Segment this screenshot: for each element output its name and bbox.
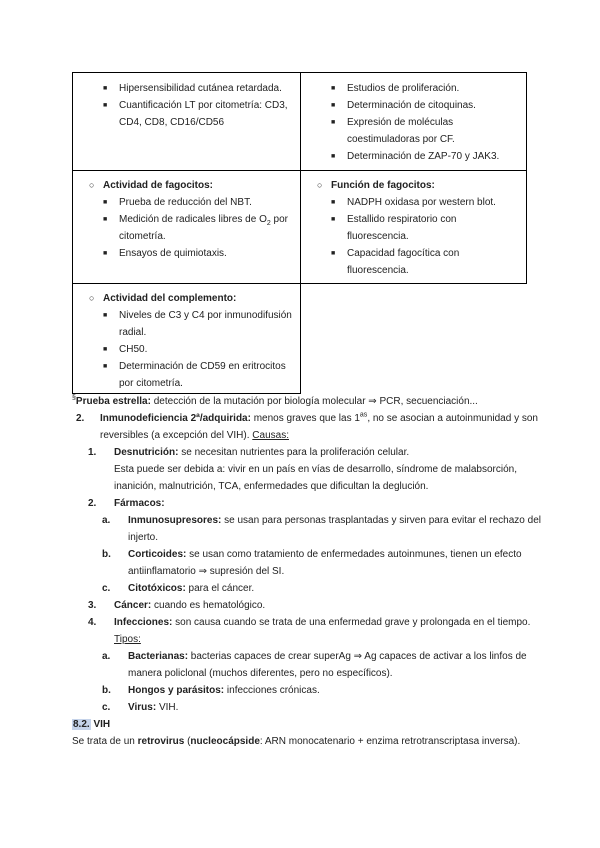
list-item bbox=[81, 211, 292, 245]
item-text: Determinación de ZAP-70 y JAK3. bbox=[347, 151, 500, 162]
line-text: bacterias capaces de crear superAg ⇒ Ag capaces de activar a los linfos de bbox=[188, 651, 527, 662]
item-text: fluorescencia. bbox=[347, 231, 409, 242]
line-text: cuando es hematológico. bbox=[151, 600, 266, 611]
list-item bbox=[81, 307, 292, 341]
lettered-item bbox=[72, 580, 532, 597]
line-text: menos graves que las 1 bbox=[250, 413, 360, 424]
table-cell-r2c1 bbox=[72, 170, 301, 284]
lettered-item bbox=[72, 648, 532, 665]
line-text: reversibles (a excepción del VIH). bbox=[100, 430, 253, 441]
bold-label: Virus: bbox=[128, 702, 157, 713]
line-text: son causa cuando se trata de una enfermedad grave y prolongada en el tiempo. bbox=[172, 617, 531, 628]
lettered-item bbox=[72, 682, 532, 699]
bold-label: Cáncer: bbox=[114, 600, 152, 611]
prueba-estrella-line bbox=[72, 393, 532, 410]
item-text: por bbox=[270, 214, 288, 225]
bold-label: Hongos y parásitos: bbox=[128, 685, 225, 696]
list-item bbox=[81, 245, 292, 262]
numbered-item bbox=[72, 444, 532, 461]
line-text: : ARN monocatenario + enzima retrotranscriptasa inversa). bbox=[259, 736, 521, 747]
section-title: ○ Actividad de fagocitos: bbox=[81, 177, 292, 194]
item-number: 4. bbox=[88, 617, 97, 628]
item-text: Determinación de citoquinas. bbox=[347, 100, 476, 111]
line-text: Se trata de un bbox=[72, 736, 138, 747]
line-text: se usan para personas trasplantadas y sirven para evitar el rechazo del bbox=[221, 515, 541, 526]
bold-term: retrovirus bbox=[137, 736, 185, 747]
item-letter: a. bbox=[102, 515, 111, 526]
bold-label: Bacterianas: bbox=[128, 651, 189, 662]
item-text: por citometría. bbox=[119, 378, 183, 389]
bold-label: Fármacos: bbox=[114, 498, 165, 509]
section-title: ○ Actividad del complemento: bbox=[81, 290, 292, 307]
bold-label: Inmunodeficiencia 2ª/adquirida: bbox=[100, 413, 251, 424]
item-text: NADPH oxidasa por western blot. bbox=[347, 197, 496, 208]
list-item bbox=[81, 97, 292, 131]
heading-number: 8.2. bbox=[73, 719, 90, 730]
numbered-item bbox=[72, 410, 538, 427]
item-number: 2. bbox=[76, 413, 85, 424]
item-text: Cuantificación LT por citometría: CD3, bbox=[119, 100, 288, 111]
bold-label: Desnutrición: bbox=[114, 447, 179, 458]
list-item bbox=[309, 97, 518, 114]
item-text: radial. bbox=[119, 327, 147, 338]
list-item bbox=[81, 194, 292, 211]
lettered-item bbox=[72, 699, 532, 716]
list-item bbox=[309, 114, 518, 148]
item-number: 1. bbox=[88, 447, 97, 458]
list-item bbox=[309, 80, 518, 97]
bold-label: Prueba estrella: bbox=[75, 396, 151, 407]
item-letter: b. bbox=[102, 685, 111, 696]
lettered-item bbox=[72, 546, 532, 563]
list-item bbox=[81, 80, 292, 97]
item-text: Expresión de moléculas bbox=[347, 117, 454, 128]
section-title: ○ Función de fagocitos: bbox=[309, 177, 518, 194]
continuation-line: manera policlonal (muchos diferentes, pero no específicos). bbox=[128, 668, 393, 679]
line-text: VIH. bbox=[156, 702, 179, 713]
item-text: coestimuladoras por CF. bbox=[347, 134, 455, 145]
table-cell-r1c1 bbox=[72, 72, 301, 171]
numbered-item bbox=[72, 614, 532, 631]
subscript: 2 bbox=[266, 220, 271, 227]
item-text: fluorescencia. bbox=[347, 265, 409, 276]
bold-label: Citotóxicos: bbox=[128, 583, 186, 594]
line-text: se necesitan nutrientes para la proliferación celular. bbox=[178, 447, 410, 458]
item-letter: c. bbox=[102, 702, 111, 713]
lettered-item bbox=[72, 512, 541, 529]
line-text: infecciones crónicas. bbox=[224, 685, 320, 696]
underlined-label: Causas: bbox=[252, 430, 289, 441]
item-text: Niveles de C3 y C4 por inmunodifusión bbox=[119, 310, 292, 321]
item-text: Capacidad fagocítica con bbox=[347, 248, 460, 259]
item-number: 2. bbox=[88, 498, 97, 509]
list-item bbox=[309, 245, 518, 279]
continuation-line bbox=[72, 427, 532, 444]
continuation-line: injerto. bbox=[128, 532, 159, 543]
bold-label: Infecciones: bbox=[114, 617, 173, 628]
paragraph-line bbox=[72, 733, 532, 750]
item-number: 3. bbox=[88, 600, 97, 611]
item-text: CH50. bbox=[119, 344, 148, 355]
bold-label: Corticoides: bbox=[128, 549, 187, 560]
item-text: Prueba de reducción del NBT. bbox=[119, 197, 252, 208]
list-item bbox=[81, 341, 292, 358]
continuation-line bbox=[72, 631, 532, 648]
item-text: Medición de radicales libres de O bbox=[119, 214, 267, 225]
continuation-line: Esta puede ser debida a: vivir en un país en vías de desarrollo, síndrome de malabsorción, bbox=[114, 464, 518, 475]
line-text: detección de la mutación por biología molecular ⇒ PCR, secuenciación... bbox=[150, 396, 478, 407]
list-item bbox=[309, 194, 518, 211]
numbered-item bbox=[72, 495, 532, 512]
item-text: Ensayos de quimiotaxis. bbox=[119, 248, 227, 259]
continuation-line: inanición, malnutrición, TCA, enfermedades que dificultan la deglución. bbox=[114, 481, 429, 492]
section-heading bbox=[72, 716, 532, 733]
line-text: se usan como tratamiento de enfermedades autoinmunes, tienen un efecto bbox=[186, 549, 522, 560]
line-text: , no se asocian a autoinmunidad y son bbox=[367, 413, 538, 424]
item-letter: a. bbox=[102, 651, 111, 662]
table-cell-r3c1 bbox=[72, 283, 301, 394]
item-text: Hipersensibilidad cutánea retardada. bbox=[119, 83, 282, 94]
item-letter: c. bbox=[102, 583, 111, 594]
table-cell-r2c2 bbox=[300, 170, 527, 284]
table-cell-r1c2 bbox=[300, 72, 527, 171]
item-text: Determinación de CD59 en eritrocitos bbox=[119, 361, 286, 372]
item-text: citometría. bbox=[119, 231, 166, 242]
heading-title: VIH bbox=[90, 719, 111, 730]
item-text: CD4, CD8, CD16/CD56 bbox=[119, 117, 225, 128]
superscript: as bbox=[359, 411, 368, 419]
line-text: ( bbox=[184, 736, 191, 747]
footnote-mark: § bbox=[72, 394, 76, 402]
document-body bbox=[72, 393, 541, 750]
list-item bbox=[309, 148, 518, 165]
bold-label: Inmunosupresores: bbox=[128, 515, 222, 526]
item-text: Estallido respiratorio con bbox=[347, 214, 457, 225]
list-item bbox=[81, 358, 292, 392]
bold-term: nucleocápside bbox=[190, 736, 260, 747]
list-item bbox=[309, 211, 518, 245]
item-letter: b. bbox=[102, 549, 111, 560]
line-text: para el cáncer. bbox=[185, 583, 255, 594]
continuation-line: antiinflamatorio ⇒ supresión del SI. bbox=[128, 566, 285, 577]
item-text: Estudios de proliferación. bbox=[347, 83, 460, 94]
numbered-item bbox=[72, 597, 532, 614]
underlined-label: Tipos: bbox=[114, 634, 141, 645]
